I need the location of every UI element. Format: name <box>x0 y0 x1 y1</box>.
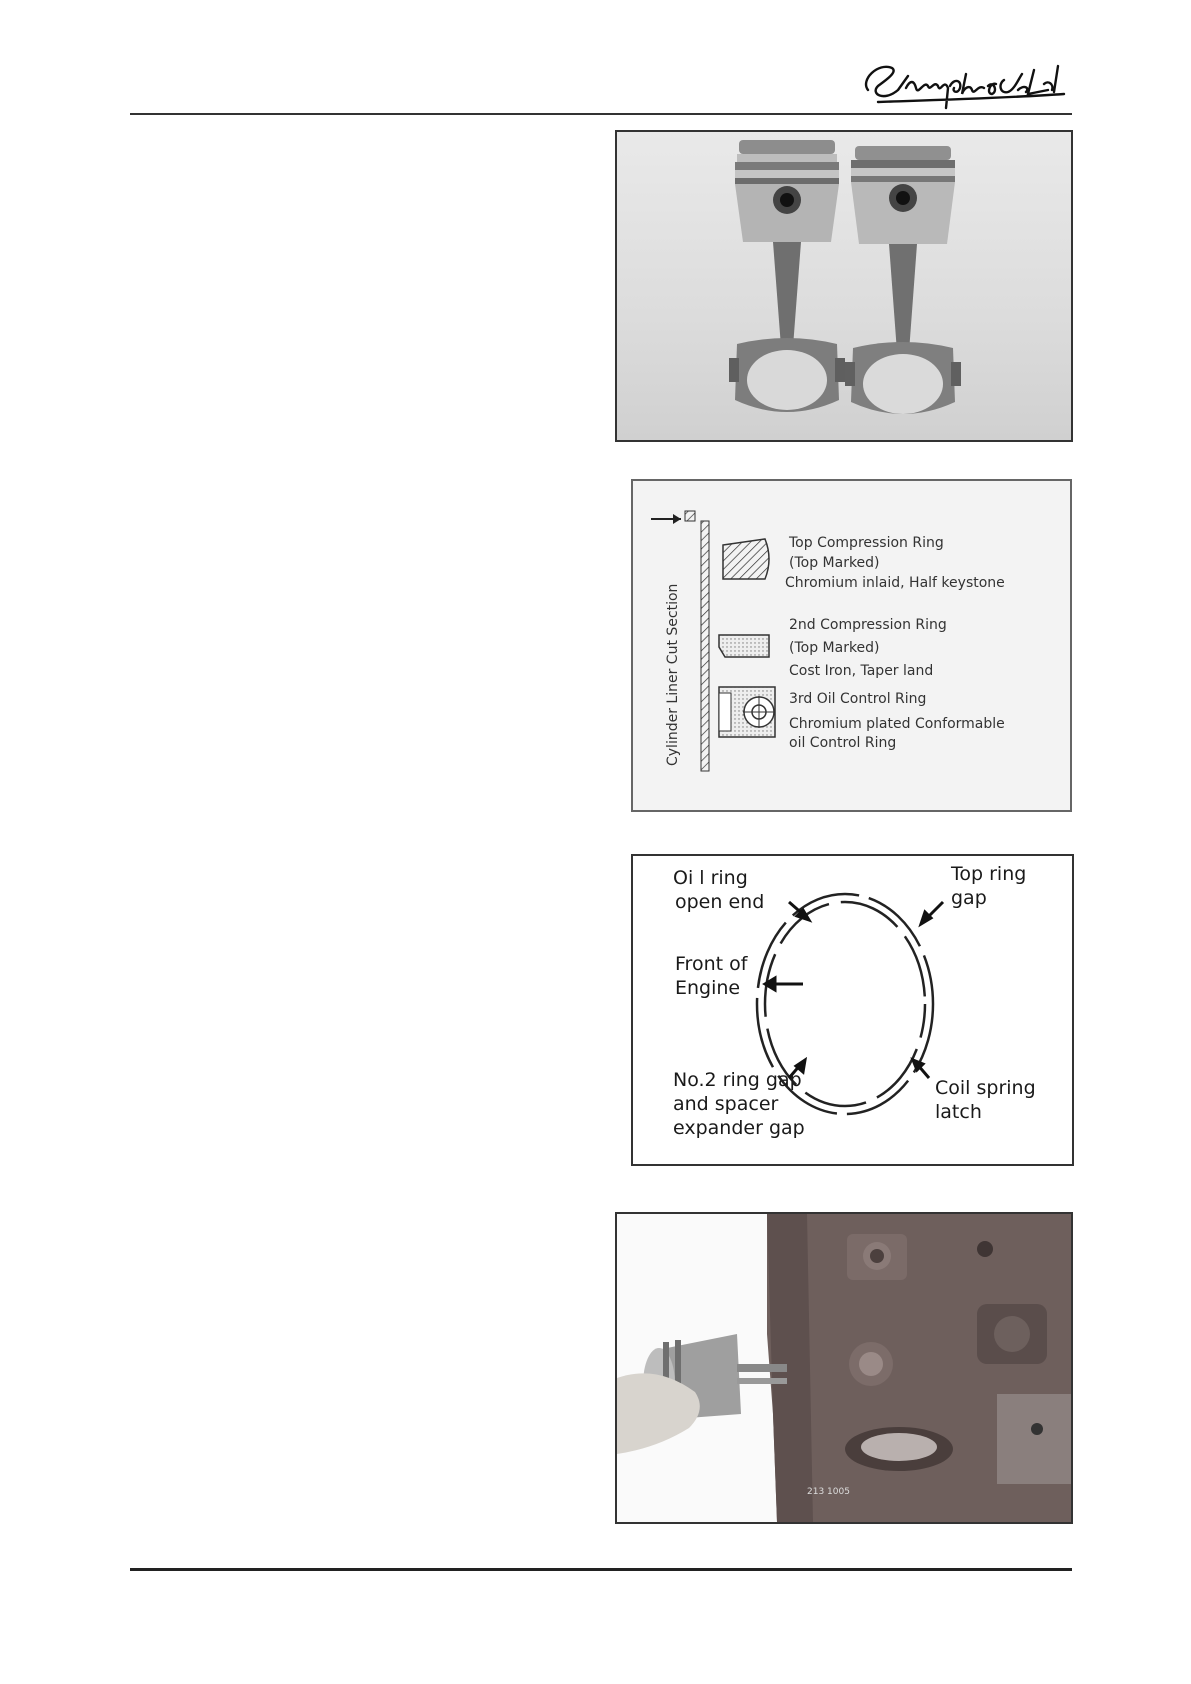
ring-gap-diagram <box>631 854 1074 1166</box>
oil-ring-section <box>719 687 775 737</box>
casting-mark: 213 1005 <box>807 1487 850 1497</box>
coil-spring-label-2: latch <box>935 1101 982 1123</box>
liner-section-label: Cylinder Liner Cut Section <box>665 583 681 766</box>
front-label-1: Front of <box>675 953 748 975</box>
ring2-desc: Cost Iron, Taper land <box>789 663 934 679</box>
top-ring-label-2: gap <box>951 887 987 909</box>
no2-ring-label-1: No.2 ring gap <box>673 1069 802 1091</box>
arrow-icon <box>913 1060 929 1078</box>
liner-wall <box>685 511 695 521</box>
ring2-name: 2nd Compression Ring <box>789 617 947 633</box>
ring1-desc: Chromium inlaid, Half keystone <box>785 575 1005 591</box>
header-rule <box>130 113 1072 115</box>
oil-ring-label-2: open end <box>675 891 765 913</box>
piston-left <box>729 140 845 412</box>
ring2-mark: (Top Marked) <box>789 640 880 656</box>
engine-block-illustration <box>617 1214 1071 1522</box>
ring-layout-diagram <box>631 479 1072 812</box>
front-label-2: Engine <box>675 977 741 999</box>
arrow-left-icon <box>765 978 803 990</box>
footer-rule <box>130 1568 1072 1571</box>
top-ring-section <box>723 539 769 579</box>
piston-right <box>845 146 961 414</box>
piston-insertion-photo <box>615 1212 1073 1524</box>
pistons-photo <box>615 130 1073 442</box>
no2-ring-label-2: and spacer <box>673 1093 779 1115</box>
liner-cut-section <box>701 521 709 771</box>
oil-ring-label-1: Oi l ring <box>673 867 748 889</box>
second-ring-section <box>719 635 769 657</box>
arrow-icon <box>921 902 943 924</box>
top-ring-label-1: Top ring <box>951 863 1027 885</box>
ring3-name: 3rd Oil Control Ring <box>789 691 927 707</box>
coil-spring-label-1: Coil spring <box>935 1077 1036 1099</box>
no2-ring-label-3: expander gap <box>673 1117 805 1139</box>
ring1-mark: (Top Marked) <box>789 555 880 571</box>
company-logo <box>858 50 1070 114</box>
ring3-desc-2: oil Control Ring <box>789 735 897 751</box>
liner-arrow-icon <box>651 514 681 524</box>
pistons-illustration <box>617 132 1071 440</box>
ring3-desc-1: Chromium plated Conformable <box>789 716 1005 732</box>
ring1-name: Top Compression Ring <box>789 535 944 551</box>
